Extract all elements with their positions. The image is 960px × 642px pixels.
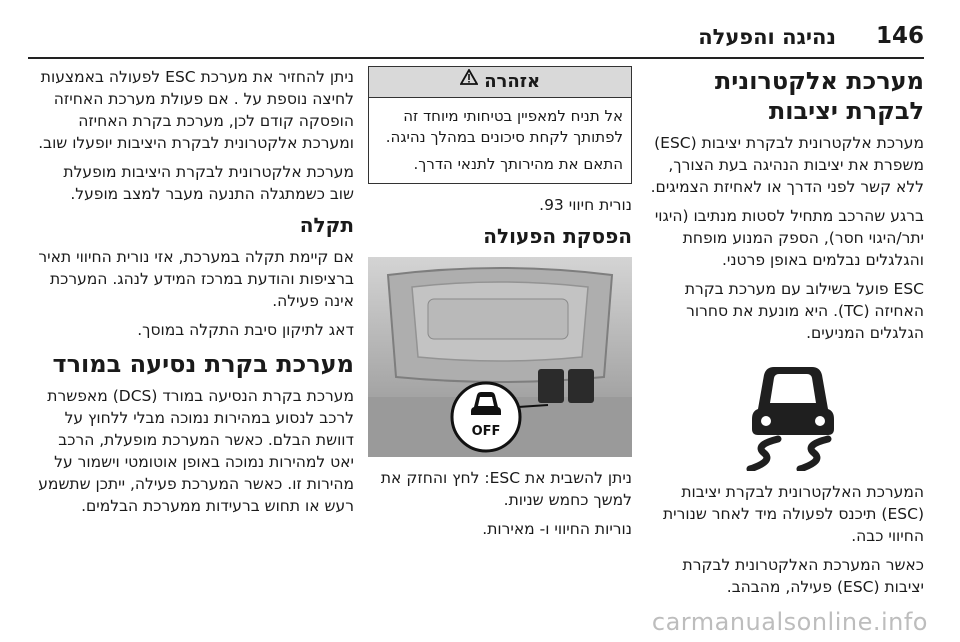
warning-title: אזהרה bbox=[484, 71, 541, 92]
fault-heading: תקלה bbox=[299, 213, 354, 237]
esc-paragraph: ESC פועל בשילוב עם מערכת בקרת האחיזה (TC). היא מונעת את סחרור הגלגלים המניעים. bbox=[684, 280, 924, 342]
warning-triangle-icon bbox=[460, 67, 478, 97]
dcs-heading: מערכת בקרת נסיעה במורד bbox=[52, 350, 354, 378]
header-rule bbox=[28, 57, 924, 59]
page-title: נהיגה והפעלה bbox=[698, 25, 836, 49]
esc-paragraph: כאשר המערכת האלקטרונית לבקרת יציבות (ESC) פעילה, מהבהב. bbox=[682, 556, 924, 596]
off-button-label: OFF bbox=[471, 424, 501, 439]
reactivation-text: ניתן להחזיר את מערכת ESC לפעולה באמצעות לחיצה נוספת על . אם פעולת מערכת האחיזה הופסקה קודם לכן, מערכת בקרת האחיזה ומערכת אלקטרונית לבקרת היציבות יופעלו שוב. bbox=[38, 68, 354, 152]
warning-box bbox=[368, 66, 632, 184]
esc-paragraph: ברגע שהרכב מתחיל לסטות מנתיבו (היגוי יתר/היגוי חסר), הספק המנוע מופחת והגלגלים נבלמים באופן פרטני. bbox=[654, 207, 924, 269]
esc-paragraph: המערכת האלקטרונית לבקרת יציבות (ESC) תיכנס לפעולה מיד לאחר שנורית החיווי כבה. bbox=[663, 483, 924, 545]
warning-header bbox=[369, 67, 631, 98]
deactivation-text: נוריות החיווי ו- מאירות. bbox=[482, 520, 632, 538]
deactivation-heading: הפסקת הפעולה bbox=[483, 224, 632, 248]
dcs-text: מערכת בקרת הנסיעה במורד (DCS) מאפשרת לרכב לנסוע במהירות נמוכה מבלי ללחוץ על דוושת הבלם. כאשר המערכת מופעלת, הרכב יאט למהירות נמוכה באופן אוטומטי וישמור על מהירות זו. כאשר המערכת פעילה, ייתכן שתשמע רעש או תחוש ברעידות ממערכת הבלמים. bbox=[38, 387, 354, 515]
watermark: carmanualsonline.info bbox=[651, 608, 928, 636]
middle-column bbox=[368, 66, 632, 547]
esc-paragraph: מערכת אלקטרונית לבקרת יציבות (ESC) משפרת את יציבות הנהיגה בעת הצורך, ללא קשר לפני הדרך או לאחיזת הצמיגים. bbox=[650, 134, 924, 196]
page-header bbox=[0, 0, 960, 58]
warning-text: אל תניח למאפיין בטיחותי מיוחד זה לפתותך לקחת סיכונים במהלך נהיגה. bbox=[385, 107, 623, 146]
warning-text: התאם את מהירותך לתנאי הדרך. bbox=[413, 155, 623, 173]
fault-text: דאג לתיקון סיבת התקלה במוסך. bbox=[137, 321, 354, 339]
fault-text: אם קיימת תקלה במערכת, אזי נורית החיווי תאיר ברציפות והודעת במרכז המידע לנהג. המערכת אינה פעילה. bbox=[38, 248, 354, 310]
deactivation-text: ניתן להשבית את ESC: לחץ והחזק את למשך כחמש שניות. bbox=[380, 469, 632, 509]
figure-reference: נורית חיווי 93. bbox=[539, 196, 632, 214]
esc-heading: מערכת אלקטרונית לבקרת יציבות bbox=[714, 67, 924, 125]
left-column bbox=[36, 66, 354, 524]
reactivation-text: מערכת אלקטרונית לבקרת היציבות מופעלת שוב כשמתגלה התנעה מעבר למצב מופעל. bbox=[63, 163, 354, 203]
page-number: 146 bbox=[875, 23, 924, 49]
dashboard-button-photo bbox=[368, 257, 632, 457]
traction-control-icon bbox=[662, 351, 924, 471]
right-column bbox=[648, 66, 924, 605]
